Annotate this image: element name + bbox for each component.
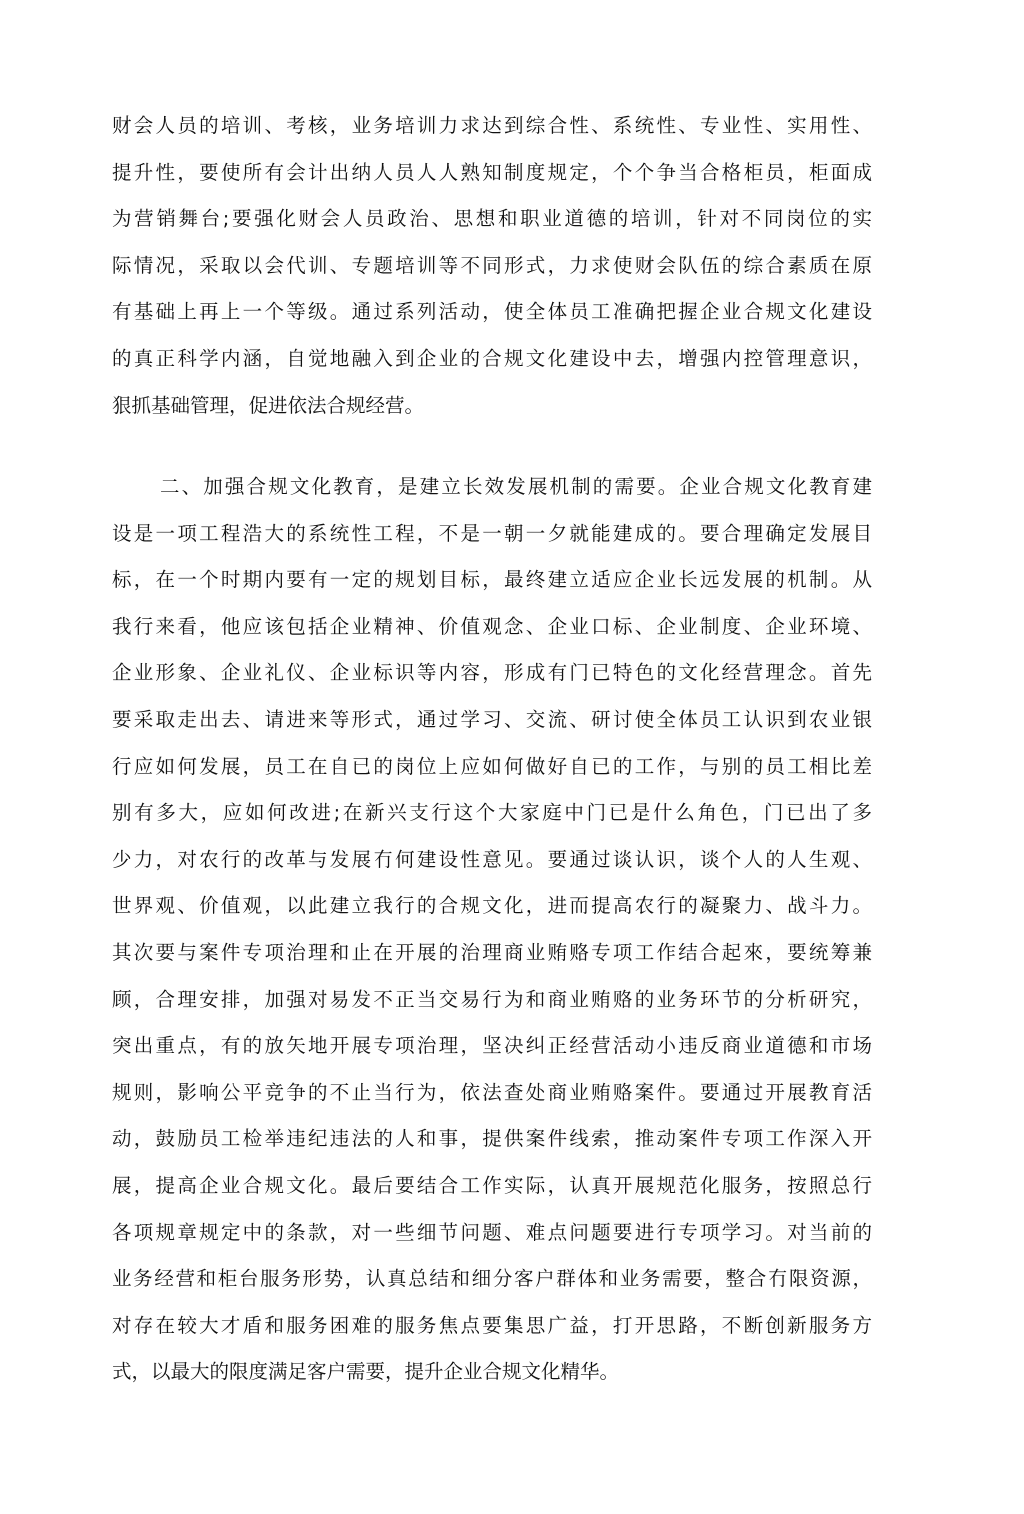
text-line: 企业形象、企业礼仪、企业标识等内容，形成有门已特色的文化经营理念。首先 <box>112 661 872 685</box>
text-line: 际情况，采取以会代训、专题培训等不同形式，力求使财会队伍的综合素质在原 <box>112 253 872 277</box>
text-line: 少力，对农行的改革与发展冇何建设性意见。要通过谈认识，谈个人的人生观、 <box>112 847 872 871</box>
paragraph-2 <box>112 464 872 1396</box>
text-line: 设是一项工程浩大的系统性工程，不是一朝一夕就能建成的。要合理确定发展目 <box>112 521 872 545</box>
text-line: 狠抓基础管理，促进依法合规经营。 <box>112 393 425 417</box>
text-line: 对存在较大才盾和服务困难的服务焦点要集思广益，打开思路，不断创新服务方 <box>112 1313 872 1337</box>
text-line: 别有多大，应如何改进;在新兴支行这个大家庭中门已是什么角色，门已出了多 <box>112 801 872 825</box>
text-line: 各项规章规定中的条款，对一些细节问题、难点问题要进行专项学习。对当前的 <box>112 1220 872 1244</box>
text-line: 突出重点，有的放矢地开展专项治理，坚决纠正经营活动小违反商业道德和市场 <box>112 1034 872 1058</box>
text-line: 财会人员的培训、考核，业务培训力求达到综合性、系统性、专业性、实用性、 <box>112 114 872 137</box>
text-line: 标，在一个时期内要有一定的规划目标，最终建立适应企业长远发展的机制。从 <box>112 568 872 592</box>
text-line: 二、加强合规文化教育，是建立长效发展机制的需要。企业合规文化教育建 <box>160 475 872 498</box>
text-line: 展，提高企业合规文化。最后要结合工作实际，认真开展规范化服务，按照总行 <box>112 1173 872 1197</box>
text-line: 我行来看，他应该包括企业精神、价值观念、企业口标、企业制度、企业环境、 <box>112 614 872 638</box>
text-line: 提升性，要使所有会计出纳人员人人熟知制度规定，个个争当合格柜员，柜面成 <box>112 160 872 184</box>
text-line: 世界观、价值观，以此建立我行的合规文化，进而提高农行的凝聚力、战斗力。 <box>112 894 872 918</box>
text-line: 的真正科学内涵，自觉地融入到企业的合规文化建设中去，增强内控管理意识， <box>112 346 872 370</box>
text-line: 业务经营和柜台服务形势，认真总结和细分客户群体和业务需要，整合冇限资源， <box>112 1267 872 1291</box>
text-line: 顾，合理安排，加强对易发不正当交易行为和商业贿赂的业务环节的分析研究， <box>112 987 872 1011</box>
text-line: 动，鼓励员工检举违纪违法的人和事，提供案件线索，推动案件专项工作深入开 <box>112 1127 872 1151</box>
text-line: 规则，影响公平竞争的不止当行为，依法查处商业贿赂案件。要通过开展教育活 <box>112 1080 872 1104</box>
text-line: 行应如何发展，员工在自已的岗位上应如何做好自已的工作，与别的员工相比差 <box>112 754 872 778</box>
text-line: 有基础上再上一个等级。通过系列活动，使全体员工准确把握企业合规文化建设 <box>112 300 872 324</box>
text-line: 要采取走出去、请进来等形式，通过学习、交流、研讨使全体员工认识到农业银 <box>112 707 872 731</box>
text-line: 其次要与案件专项治理和止在开展的治理商业贿赂专项工作结合起來，要统筹兼 <box>112 940 872 964</box>
text-line: 为营销舞台;要强化财会人员政治、思想和职业道德的培训，针对不同岗位的实 <box>112 207 872 231</box>
paragraph-1 <box>112 103 872 429</box>
text-line: 式，以最大的限度满足客户需要，提升企业合规文化精华。 <box>112 1360 620 1384</box>
